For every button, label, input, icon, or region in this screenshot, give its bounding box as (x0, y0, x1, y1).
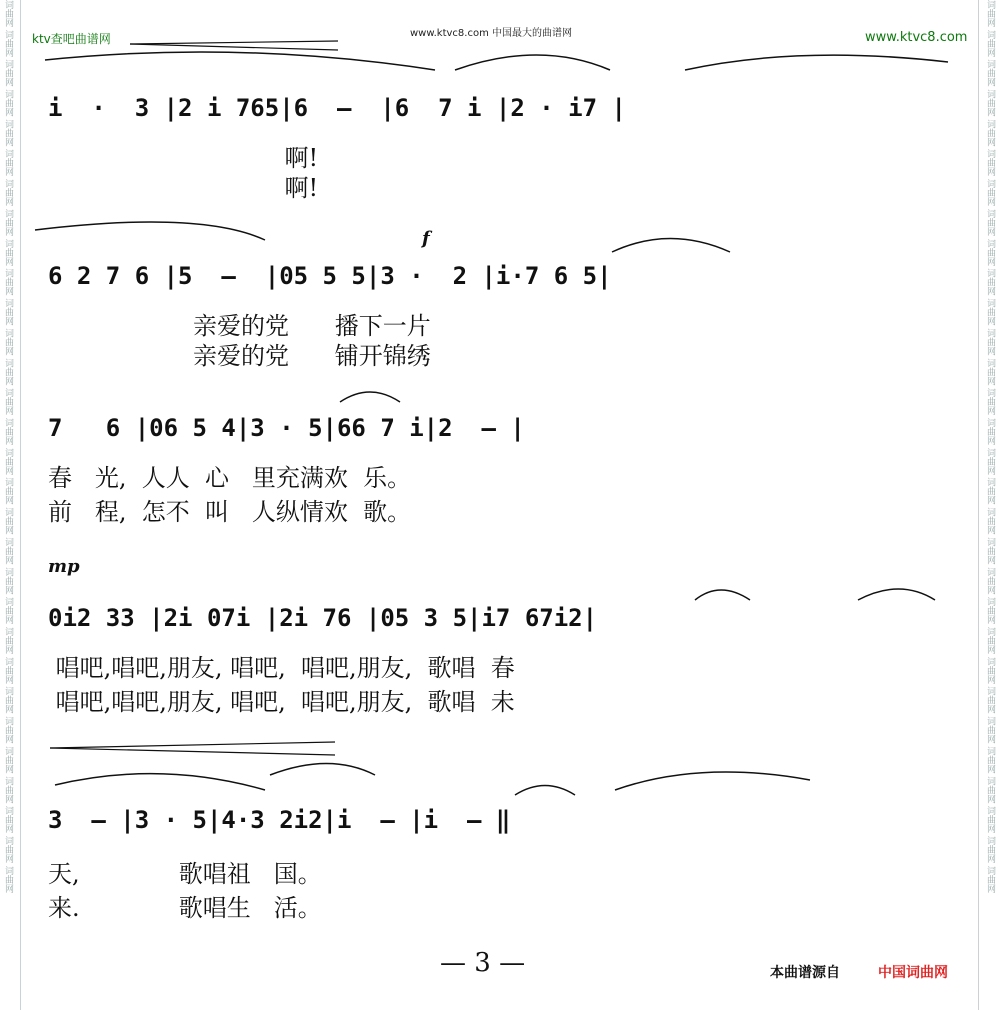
source-label: 本曲谱源自 (770, 965, 840, 981)
watermark-text: 词曲网 词曲网 词曲网 词曲网 词曲网 词曲网 词曲网 词曲网 词曲网 词曲网 词曲网 词曲网 词曲网 词曲网 词曲网 词曲网 词曲网 词曲网 词曲网 词曲网 词曲网 词曲网 词曲网 词曲网 词曲网 词曲网 词曲网 词曲网 词曲网 词曲网 (3, 0, 13, 893)
music-row-4-notes: 0i2 33 |2i 07i |2i 76 |05 3 5|i7 67i2| (48, 604, 598, 632)
music-row-1-lyrics-1: 啊! (48, 144, 319, 172)
music-row-2-lyrics-2: 亲爱的党 铺开锦绣 (48, 342, 431, 370)
header-center-title: www.ktvc8.com 中国最大的曲谱网 (410, 28, 573, 39)
music-row-1-lyrics-2: 啊! (48, 174, 319, 202)
music-row-3-notes: 7 6 |06 5 4|3 · 5|66 7 i|2 — | (48, 414, 525, 442)
music-row-4-lyrics-2: 唱吧,唱吧,朋友, 唱吧, 唱吧,朋友, 歌唱 未 (48, 688, 515, 716)
header-left-site: ktv查吧曲谱网 (32, 32, 111, 46)
header-right-site: www.ktvc8.com (865, 30, 968, 45)
watermark-text: 词曲网 词曲网 词曲网 词曲网 词曲网 词曲网 词曲网 词曲网 词曲网 词曲网 词曲网 词曲网 词曲网 词曲网 词曲网 词曲网 词曲网 词曲网 词曲网 词曲网 词曲网 词曲网 词曲网 词曲网 词曲网 词曲网 词曲网 词曲网 词曲网 词曲网 (985, 0, 995, 893)
music-row-2-lyrics-1: 亲爱的党 播下一片 (48, 312, 431, 340)
music-row-3-lyrics-1: 春 光, 人人 心 里充满欢 乐。 (48, 464, 412, 492)
page-number: — 3 — (440, 948, 526, 978)
music-row-5-notes: 3 — |3 · 5|4·3 2i2|i — |i — ‖ (48, 806, 511, 834)
dynamic-marking: f (422, 228, 430, 249)
music-row-5-lyrics-2: 来. 歌唱生 活。 (48, 894, 322, 922)
music-row-1-notes: i · 3 |2 i 765|6 — |6 7 i |2 · i7 | (48, 94, 626, 122)
music-row-2-notes: 6 2 7 6 |5 — |05 5 5|3 · 2 |i·7 6 5| (48, 262, 612, 290)
dynamic-marking: mp (48, 556, 80, 577)
music-row-5-lyrics-1: 天, 歌唱祖 国。 (48, 860, 322, 888)
music-row-3-lyrics-2: 前 程, 怎不 叫 人纵情欢 歌。 (48, 498, 412, 526)
music-row-4-lyrics-1: 唱吧,唱吧,朋友, 唱吧, 唱吧,朋友, 歌唱 春 (48, 654, 515, 682)
source-site-link[interactable]: 中国词曲网 (878, 965, 948, 981)
